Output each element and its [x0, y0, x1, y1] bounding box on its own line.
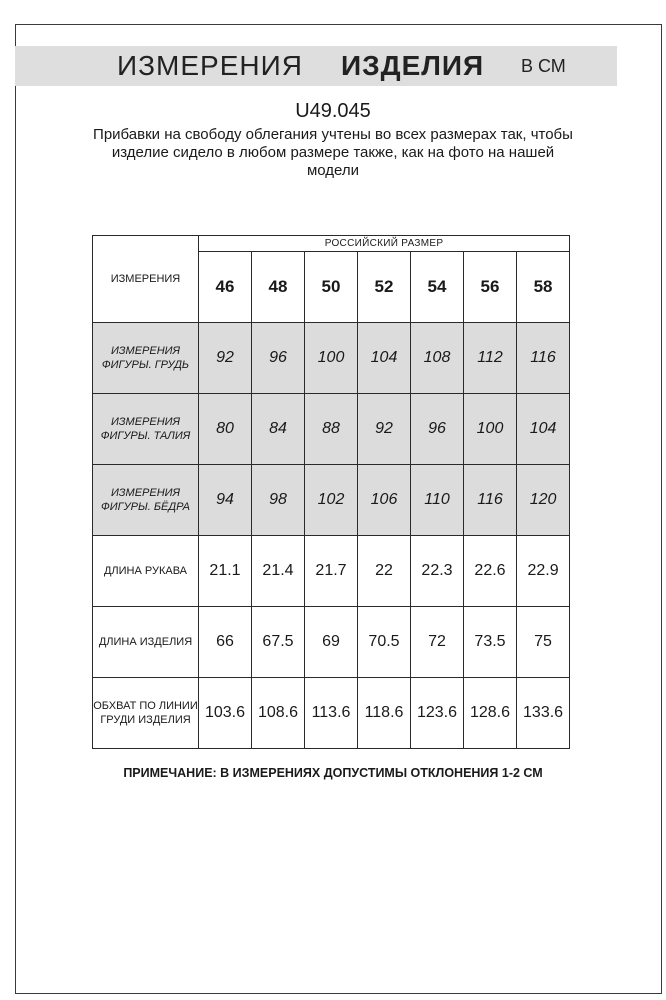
table-cell: 88 [305, 394, 358, 465]
table-cell: 73.5 [464, 607, 517, 678]
size-table [92, 235, 570, 749]
title-unit: В СМ [521, 56, 566, 76]
table-cell: 116 [464, 465, 517, 536]
table-cell: 133.6 [517, 678, 570, 749]
table-cell: 108.6 [252, 678, 305, 749]
table-cell: 21.4 [252, 536, 305, 607]
table-cell: 22.9 [517, 536, 570, 607]
table-cell: 22.6 [464, 536, 517, 607]
table-row [93, 678, 570, 749]
table-cell: 84 [252, 394, 305, 465]
table-cell: 72 [411, 607, 464, 678]
row-label: ИЗМЕРЕНИЯ ФИГУРЫ. БЁДРА [93, 465, 199, 536]
table-cell: 100 [305, 323, 358, 394]
table-cell: 128.6 [464, 678, 517, 749]
table-cell: 120 [517, 465, 570, 536]
table-cell: 113.6 [305, 678, 358, 749]
size-header: 46 [199, 252, 252, 323]
table-cell: 123.6 [411, 678, 464, 749]
table-cell: 96 [411, 394, 464, 465]
table-cell: 102 [305, 465, 358, 536]
title-banner [15, 46, 617, 86]
table-cell: 110 [411, 465, 464, 536]
table-cell: 22 [358, 536, 411, 607]
table-cell: 100 [464, 394, 517, 465]
table-cell: 21.1 [199, 536, 252, 607]
table-cell: 92 [199, 323, 252, 394]
row-label: ДЛИНА ИЗДЕЛИЯ [93, 607, 199, 678]
table-cell: 112 [464, 323, 517, 394]
table-cell: 22.3 [411, 536, 464, 607]
corner-label: ИЗМЕРЕНИЯ [93, 236, 199, 323]
row-label: ДЛИНА РУКАВА [93, 536, 199, 607]
table-cell: 96 [252, 323, 305, 394]
table-cell: 98 [252, 465, 305, 536]
size-header: 50 [305, 252, 358, 323]
table-cell: 106 [358, 465, 411, 536]
table-row [93, 465, 570, 536]
table-cell: 66 [199, 607, 252, 678]
table-cell: 104 [358, 323, 411, 394]
tolerance-note: ПРИМЕЧАНИЕ: В ИЗМЕРЕНИЯХ ДОПУСТИМЫ ОТКЛОНЕНИЯ 1-2 СМ [123, 766, 543, 780]
table-cell: 104 [517, 394, 570, 465]
table-cell: 70.5 [358, 607, 411, 678]
fit-description: Прибавки на свободу облегания учтены во всех размерах так, чтобы изделие сидело в любом размере также, как на фото на нашей модели [93, 126, 573, 179]
title-word-garment: ИЗДЕЛИЯ [341, 50, 485, 81]
table-cell: 116 [517, 323, 570, 394]
table-cell: 80 [199, 394, 252, 465]
table-cell: 118.6 [358, 678, 411, 749]
row-label: ИЗМЕРЕНИЯ ФИГУРЫ. ТАЛИЯ [93, 394, 199, 465]
table-cell: 67.5 [252, 607, 305, 678]
table-cell: 92 [358, 394, 411, 465]
row-label: ОБХВАТ ПО ЛИНИИ ГРУДИ ИЗДЕЛИЯ [93, 678, 199, 749]
table-cell: 69 [305, 607, 358, 678]
size-header: 54 [411, 252, 464, 323]
size-header: 58 [517, 252, 570, 323]
table-cell: 103.6 [199, 678, 252, 749]
table-row [93, 394, 570, 465]
product-code: U49.045 [295, 100, 371, 122]
table-row [93, 607, 570, 678]
table-cell: 21.7 [305, 536, 358, 607]
size-header: 56 [464, 252, 517, 323]
title-word-measurements: ИЗМЕРЕНИЯ [117, 50, 303, 81]
size-header: 52 [358, 252, 411, 323]
group-header: РОССИЙСКИЙ РАЗМЕР [199, 236, 570, 252]
table-cell: 108 [411, 323, 464, 394]
table-row [93, 536, 570, 607]
row-label: ИЗМЕРЕНИЯ ФИГУРЫ. ГРУДЬ [93, 323, 199, 394]
size-header: 48 [252, 252, 305, 323]
table-row [93, 323, 570, 394]
table-cell: 75 [517, 607, 570, 678]
table-cell: 94 [199, 465, 252, 536]
